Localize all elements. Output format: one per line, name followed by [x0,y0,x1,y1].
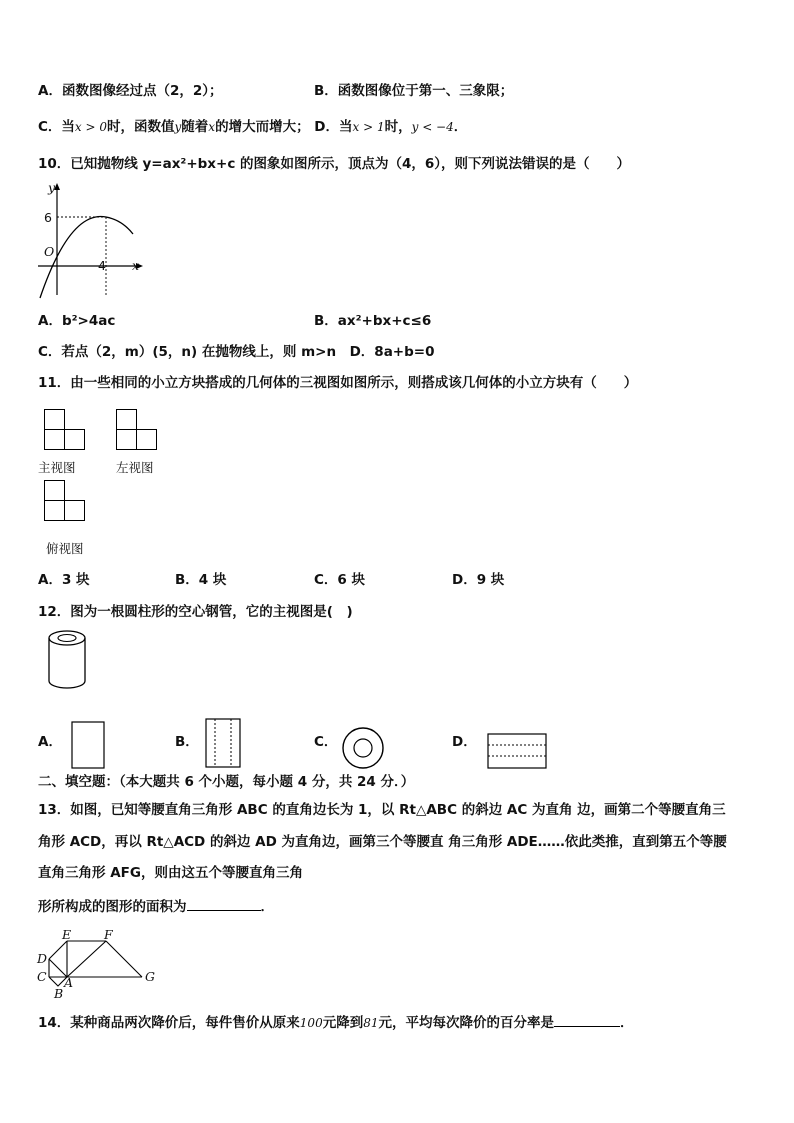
q9-option-a: A．函数图像经过点（2，2）； [38,83,223,99]
option-a-rectangle [70,720,106,770]
q14-mid: 元降到 [322,1015,364,1031]
q14-answer-blank[interactable] [554,1014,620,1027]
q13-line-2: 角形 ACD，再以 Rt△ACD 的斜边 AD 为直角边，画第三个等腰直 角三角形 ADE……依此类推，直到第五个等腰 [38,834,727,850]
point-c: C [37,969,47,984]
q10-stem: 10．已知抛物线 y=ax²+bx+c 的图象如图所示，顶点为（4，6），则下列说法错误的是（ ） [38,156,631,172]
graph-y-tick: 6 [44,210,52,225]
q14-end: ． [619,1015,634,1031]
point-e: E [62,927,72,942]
q13-line-4 [38,898,274,916]
q9-c-mid: 时，函数值 [107,119,175,135]
left-view-label: 左视图 [116,460,154,475]
q13-line-1: 13．如图，已知等腰直角三角形 ABC 的直角边长为 1，以 Rt△ABC 的斜边 AC 为直角 边，画第二个等腰直角三 [38,802,726,818]
q9-option-b: B．函数图像位于第一、三象限； [314,83,514,99]
q11-option-b: B．4 块 [175,572,227,588]
q14-line [38,1014,633,1032]
point-d: D [37,951,48,966]
top-view-label: 俯视图 [46,541,84,556]
option-b-rectangle-dashed [204,717,242,769]
option-c-rings [341,726,385,770]
parabola-graph [30,180,150,300]
q14-pre: 14．某种商品两次降价后，每件售价从原来 [38,1015,300,1031]
top-view-figure [44,480,86,522]
q9-c-x: x [208,120,216,134]
q12-option-b: B． [175,734,199,750]
q9-c-pre: C．当 [38,119,75,135]
q12-option-a: A． [38,734,62,750]
q13-line-4-text: 形所构成的图形的面积为 [38,899,187,915]
q9-d-post: ． [453,119,468,135]
hollow-cylinder-figure [44,628,94,692]
graph-x-tick: 4 [98,258,106,273]
q9-c-mid2: 随着 [181,119,209,135]
q11-option-a: A．3 块 [38,572,90,588]
q13-line-4-end: ． [260,899,274,915]
q14-value-original: 100 [299,1016,323,1030]
option-d-rectangle-dashed [486,730,548,770]
front-view-figure [44,409,86,451]
point-f: F [104,927,113,942]
left-view-figure [116,409,158,451]
q14-post: 元，平均每次降价的百分率是 [378,1015,554,1031]
q9-c-y: y [174,120,182,134]
q9-d-cond: x > 1 [352,120,385,134]
q11-option-c: C．6 块 [314,572,366,588]
graph-origin: O [44,244,55,259]
front-view-label: 主视图 [38,460,76,475]
q9-d-pre: D．当 [314,119,353,135]
q13-answer-blank[interactable] [187,898,261,911]
section-2-heading: 二、填空题：（本大题共 6 个小题，每小题 4 分，共 24 分．） [38,774,415,790]
q9-option-c-d [38,118,467,136]
q10-option-b: B．ax²+bx+c≤6 [314,313,432,329]
q12-option-c: C． [314,734,338,750]
q9-c-post: 的增大而增大； [215,119,310,135]
q12-option-d: D． [452,734,477,750]
q10-option-a: A．b²>4ac [38,313,116,329]
q11-option-d: D．9 块 [452,572,505,588]
q9-d-rel: y < −4 [411,120,454,134]
q12-stem: 12．图为一根圆柱形的空心钢管，它的主视图是( ) [38,604,353,620]
q9-c-cond: x > 0 [74,120,108,134]
point-a: A [64,975,74,990]
point-g: G [145,969,155,984]
q13-line-3: 直角三角形 AFG，则由这五个等腰直角三角 [38,865,303,881]
graph-x-label: x [132,258,140,273]
graph-y-label: y [48,180,56,195]
q14-value-new: 81 [363,1016,379,1030]
q11-stem: 11．由一些相同的小立方块搭成的几何体的三视图如图所示，则搭成该几何体的小立方块有（ ） [38,375,638,391]
point-b: B [54,986,64,1001]
q9-d-mid: 时， [384,119,412,135]
q10-option-c-d: C．若点（2，m）(5，n) 在抛物线上，则 m>n D．8a+b=0 [38,344,435,360]
